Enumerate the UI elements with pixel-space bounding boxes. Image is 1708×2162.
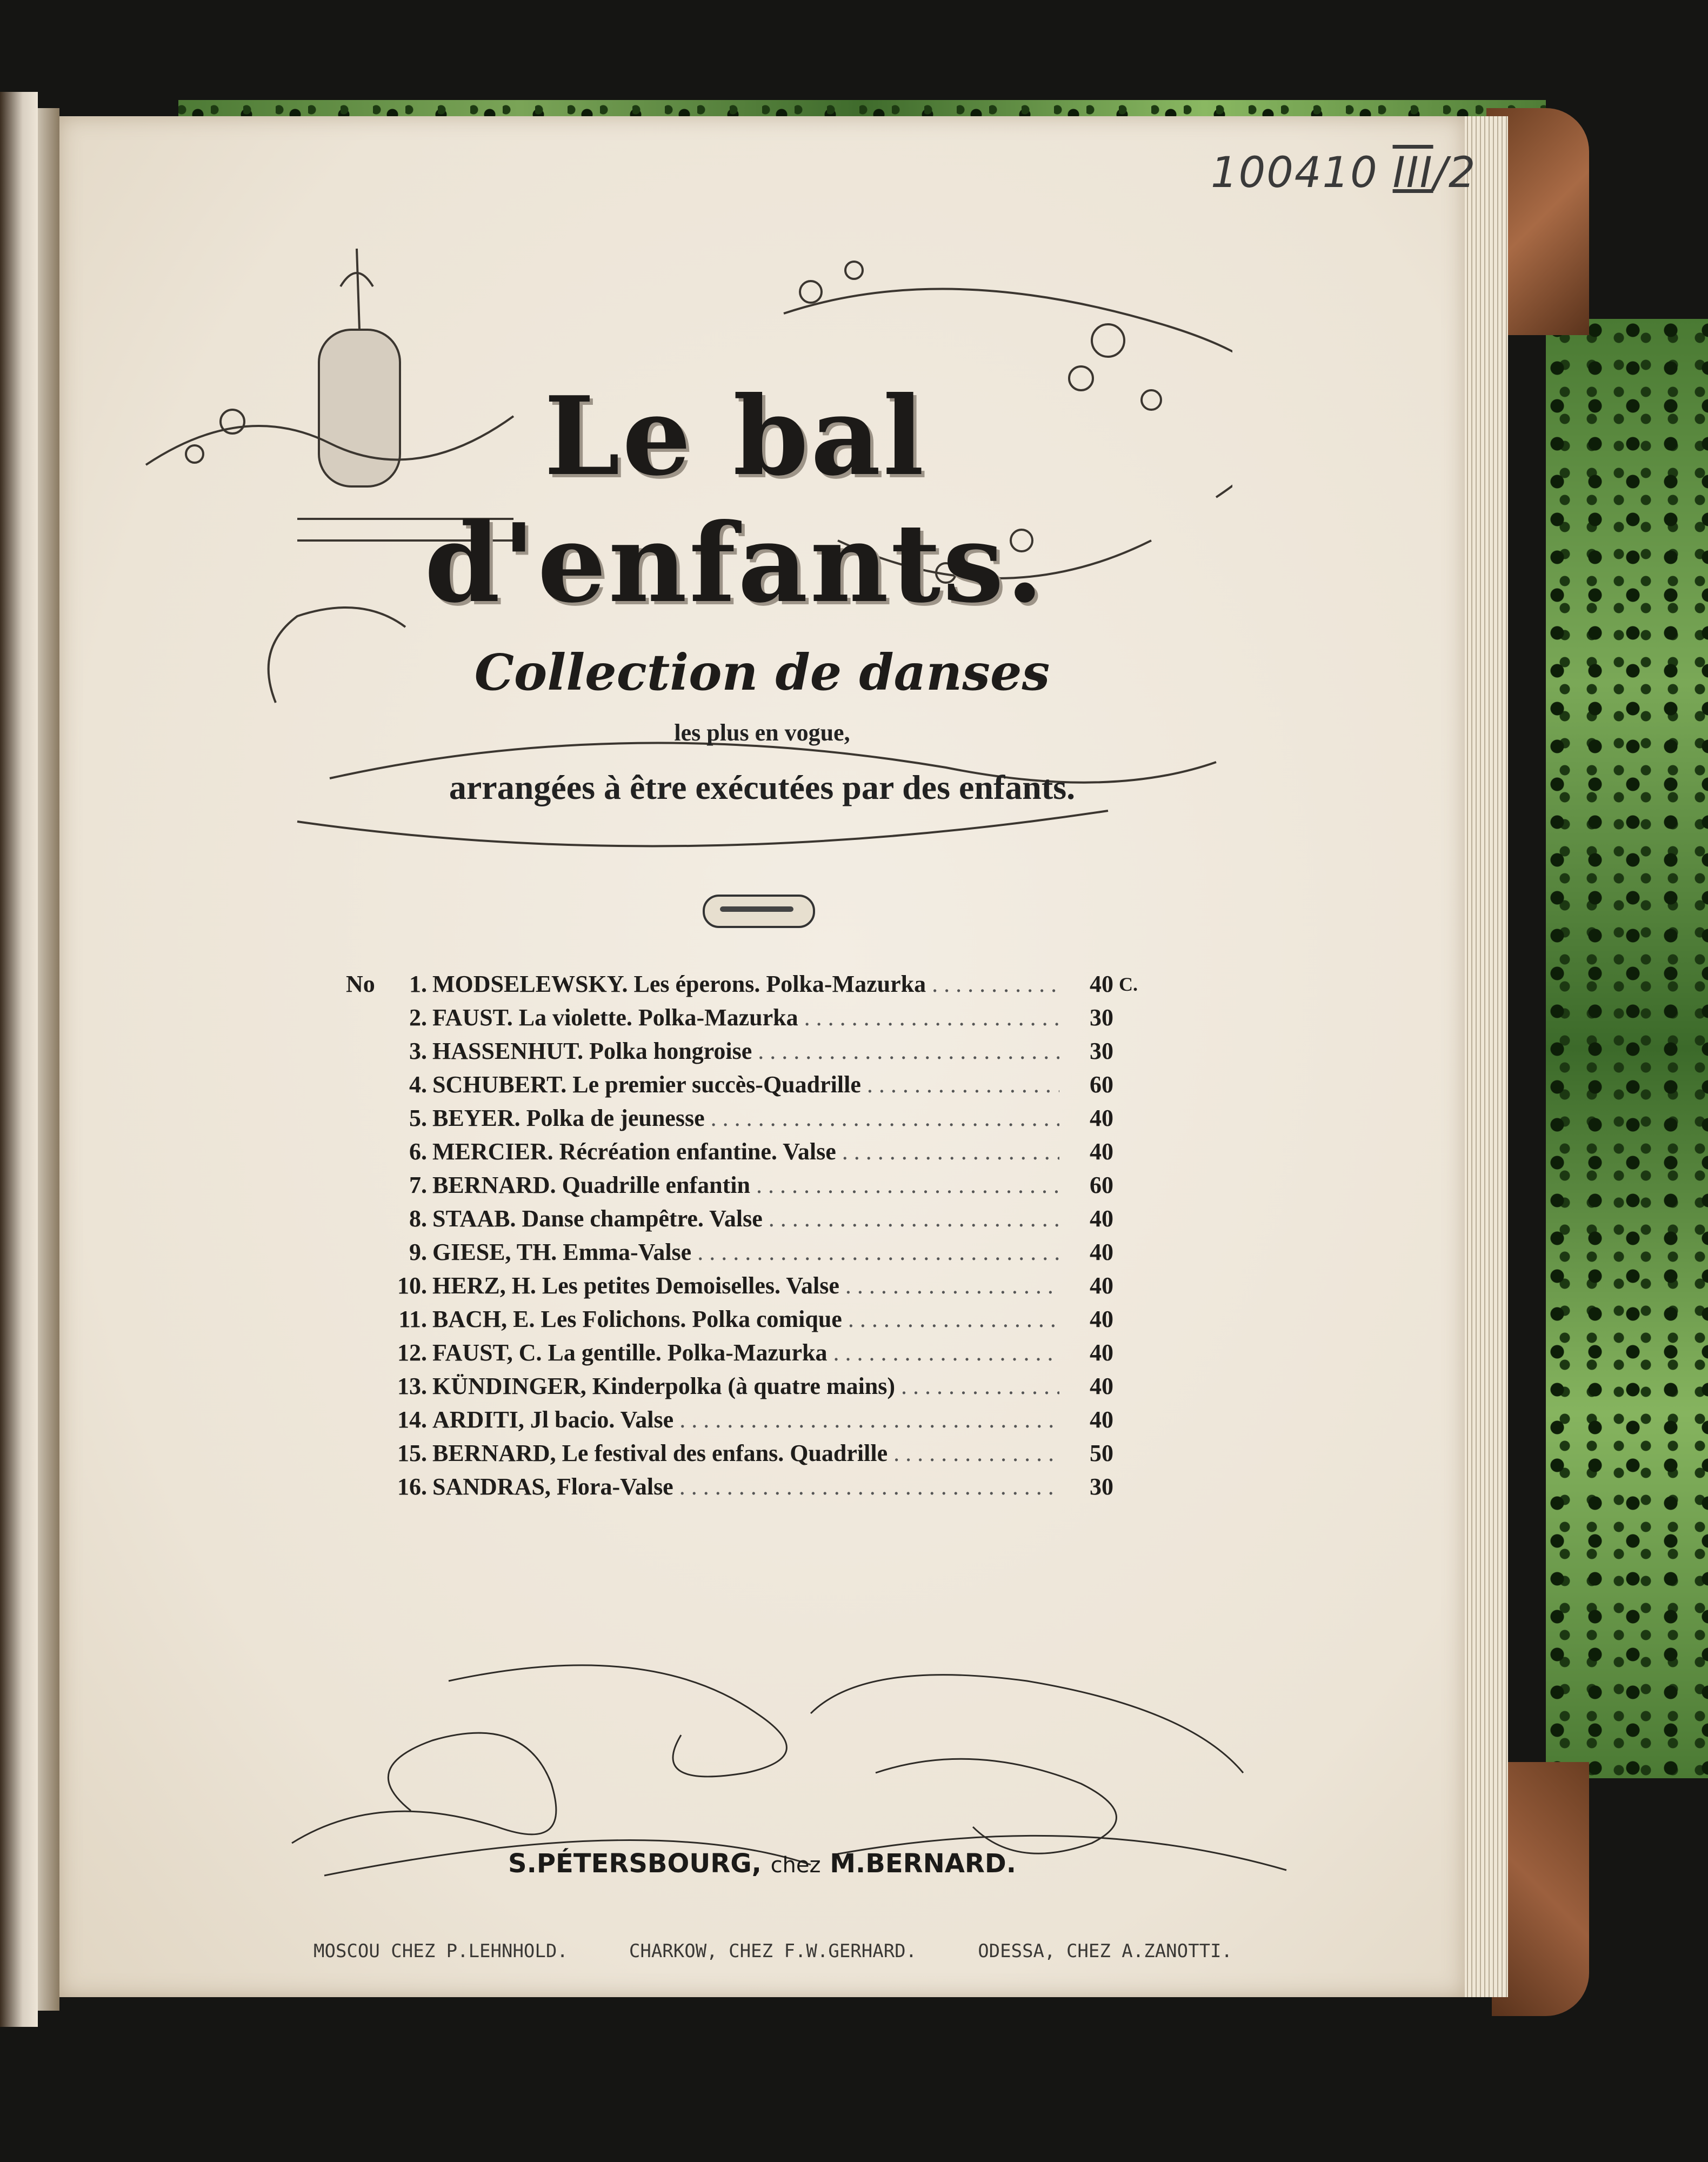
shelfmark [1211, 149, 1476, 197]
number-prefix: No [346, 971, 375, 997]
price-unit: C. [1119, 973, 1138, 995]
entry-title: MODSELEWSKY. Les éperons. Polka-Mazurka . . . [432, 967, 1059, 1001]
tagline: les plus en vogue, [674, 719, 850, 746]
entry-title: KÜNDINGER, Kinderpolka (à quatre mains) . . . [432, 1370, 1059, 1403]
contents-row [346, 1102, 1157, 1135]
entry-title: HASSENHUT. Polka hongroise . . . [432, 1035, 1059, 1068]
contents-row [346, 1303, 1157, 1336]
contents-row [346, 1068, 1157, 1102]
shelfmark-fraction: /2 [1433, 149, 1477, 197]
entry-price: 60 [1090, 1172, 1113, 1198]
entry-price: 40 [1090, 971, 1113, 997]
publisher-name: M.BERNARD. [830, 1849, 1016, 1879]
publisher-city: S.PÉTERSBOURG, [508, 1849, 762, 1879]
entry-number: 2. [409, 1004, 427, 1031]
facing-page-edge [38, 108, 59, 2011]
contents-row [346, 1403, 1157, 1437]
entry-price: 30 [1090, 1473, 1113, 1500]
entry-title: STAAB. Danse champêtre. Valse . . . [432, 1202, 1059, 1236]
shelfmark-roman: III [1392, 149, 1433, 197]
entry-number: 16. [397, 1473, 427, 1500]
entry-number: 15. [397, 1440, 427, 1466]
agent-moscow: MOSCOU CHEZ P.LEHNHOLD. [313, 1940, 568, 1962]
entry-number: 12. [397, 1339, 427, 1366]
entry-price: 40 [1090, 1105, 1113, 1131]
entry-price: 40 [1090, 1138, 1113, 1165]
subtitle: Collection de danses [474, 643, 1050, 702]
entry-title: BERNARD. Quadrille enfantin . . . [432, 1169, 1059, 1202]
entry-number: 10. [397, 1272, 427, 1299]
facing-page [0, 92, 38, 2027]
entry-price: 40 [1090, 1406, 1113, 1433]
entry-title: BACH, E. Les Folichons. Polka comique . . . [432, 1303, 1059, 1336]
entry-number: 14. [397, 1406, 427, 1433]
contents-row [346, 1269, 1157, 1303]
entry-price: 40 [1090, 1306, 1113, 1332]
entry-number: 11. [398, 1306, 427, 1332]
page-edges [1459, 116, 1508, 1997]
publisher-line [59, 1849, 1465, 1879]
shelfmark-number: 100410 [1211, 149, 1378, 197]
contents-row [346, 1035, 1157, 1068]
entry-title: SANDRAS, Flora-Valse . . . [432, 1470, 1059, 1504]
entry-title: HERZ, H. Les petites Demoiselles. Valse . . . [432, 1269, 1059, 1303]
entry-title: FAUST. La violette. Polka-Mazurka . . . [432, 1001, 1059, 1035]
entry-price: 30 [1090, 1004, 1113, 1031]
contents-row [346, 1370, 1157, 1403]
title-block [303, 373, 1167, 627]
divider-ornament [703, 895, 815, 928]
entry-title: GIESE, TH. Emma-Valse . . . [432, 1236, 1059, 1269]
publisher-chez: chez [770, 1853, 821, 1878]
entry-price: 40 [1090, 1373, 1113, 1399]
entry-number: 8. [409, 1205, 427, 1232]
contents-row [346, 1437, 1157, 1470]
entry-number: 1. [409, 971, 427, 997]
tagline-arrangement: arrangées à être exécutées par des enfants. [449, 768, 1076, 806]
entry-price: 50 [1090, 1440, 1113, 1466]
entry-title: BEYER. Polka de jeunesse . . . [432, 1102, 1059, 1135]
entry-price: 40 [1090, 1339, 1113, 1366]
entry-number: 9. [409, 1239, 427, 1265]
entry-number: 6. [409, 1138, 427, 1165]
contents-list [346, 967, 1157, 1504]
entry-title: FAUST, C. La gentille. Polka-Mazurka . . . [432, 1336, 1059, 1370]
page-title: Le bal d'enfants. [424, 373, 1046, 627]
entry-title: BERNARD, Le festival des enfans. Quadrille . . . [432, 1437, 1059, 1470]
agent-charkow: CHARKOW, CHEZ F.W.GERHARD. [629, 1940, 917, 1962]
entry-price: 40 [1090, 1205, 1113, 1232]
contents-row [346, 1236, 1157, 1269]
entry-number: 13. [397, 1373, 427, 1399]
marbled-board-right [1546, 319, 1708, 1778]
entry-title: ARDITI, Jl bacio. Valse . . . [432, 1403, 1059, 1437]
entry-number: 5. [409, 1105, 427, 1131]
entry-number: 4. [409, 1071, 427, 1098]
entry-price: 40 [1090, 1239, 1113, 1265]
agent-odessa: ODESSA, CHEZ A.ZANOTTI. [978, 1940, 1232, 1962]
agents-line [313, 1940, 1232, 1962]
contents-row [346, 1001, 1157, 1035]
entry-price: 60 [1090, 1071, 1113, 1098]
entry-number: 3. [409, 1038, 427, 1064]
entry-price: 30 [1090, 1038, 1113, 1064]
contents-row [346, 1470, 1157, 1504]
contents-row [346, 1169, 1157, 1202]
entry-price: 40 [1090, 1272, 1113, 1299]
entry-title: SCHUBERT. Le premier succès-Quadrille . . . [432, 1068, 1059, 1102]
contents-row [346, 1202, 1157, 1236]
contents-row [346, 1336, 1157, 1370]
calligraphic-flourish [270, 1649, 1297, 1881]
contents-row [346, 967, 1157, 1001]
entry-number: 7. [409, 1172, 427, 1198]
entry-title: MERCIER. Récréation enfantine. Valse . . . [432, 1135, 1059, 1169]
contents-row [346, 1135, 1157, 1169]
